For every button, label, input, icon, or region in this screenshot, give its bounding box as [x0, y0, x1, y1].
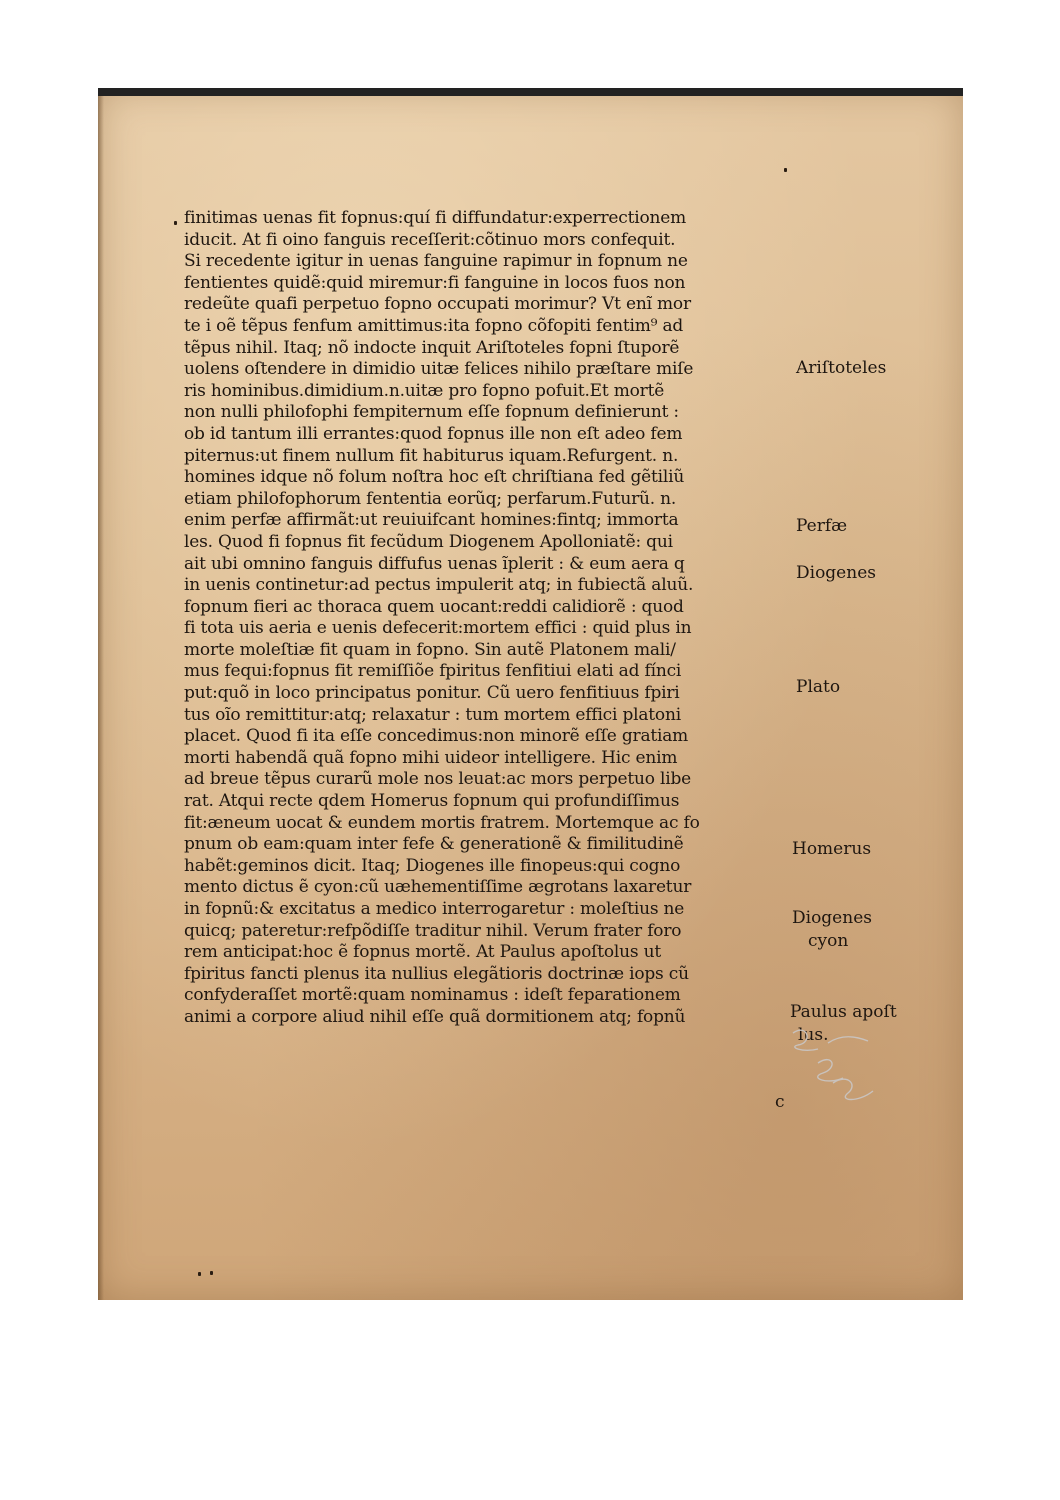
text-line: put:quõ in loco principatus ponitur. Cũ uero fenfitiuus fpiri [184, 683, 680, 704]
text-line: tus oĩo remittitur:atq; relaxatur : tum mortem effici platoni [184, 704, 681, 725]
margin-note-diogenes-cyon: Diogenes [792, 908, 872, 928]
text-line: ob id tantum illi errantes:quod fopnus ille non eſt adeo fem [184, 423, 683, 444]
text-line: in uenis continetur:ad pectus impulerit atq; in fubiectã aluũ. [184, 575, 694, 596]
text-line: redeũte quafi perpetuo fopno occupati morimur? Vt enĩ mor [184, 294, 691, 315]
margin-note-persae: Perfæ [796, 516, 848, 536]
text-line: fit:æneum uocat & eundem mortis fratrem. Mortemque ac fo [184, 812, 700, 833]
text-line: piternus:ut finem nullum fit habiturus iquam.Refurgent. n. [184, 445, 679, 466]
text-line: homines idque nõ folum noſtra hoc eſt chriſtiana fed gẽtiliũ [184, 467, 685, 488]
text-line: morte moleſtiæ fit quam in fopno. Sin autẽ Platonem mali/ [184, 639, 676, 660]
ink-speck [174, 221, 177, 225]
margin-note-homerus: Homerus [792, 839, 872, 859]
scan-left-edge [98, 96, 104, 1300]
margin-note-aristoteles: Ariſtoteles [796, 358, 887, 378]
text-line: fi tota uis aeria e uenis defecerit:mortem effici : quid plus in [184, 618, 692, 639]
ink-speck [210, 1271, 213, 1275]
text-line: uolens oſtendere in dimidio uitæ felices nihilo præſtare miſe [184, 359, 694, 380]
text-line: ad breue tẽpus curarũ mole nos leuat:ac mors perpetuo libe [184, 769, 691, 790]
text-line: ait ubi omnino fanguis diffufus uenas ĩplerit : & eum aera q [184, 553, 685, 574]
text-line: rem anticipat:hoc ẽ fopnus mortẽ. At Paulus apoſtolus ut [184, 942, 661, 963]
margin-note-diogenes: Diogenes [796, 563, 876, 583]
text-line: fpiritus fancti plenus ita nullius elegãtioris doctrinæ iops cũ [184, 963, 689, 984]
text-line: pnum ob eam:quam inter fefe & generationẽ & fimilitudinẽ [184, 834, 684, 855]
text-line: fentientes quidẽ:quid miremur:fi fanguine in locos fuos non [184, 272, 686, 293]
text-line: morti habendã quã fopno mihi uideor intelligere. Hic enim [184, 747, 678, 768]
text-line: finitimas uenas fit fopnus:quí fi diffundatur:experrectionem [184, 208, 687, 228]
text-line: habẽt:geminos dicit. Itaq; Diogenes ille finopeus:qui cogno [184, 855, 681, 876]
margin-note-paulus: lus. [798, 1025, 829, 1045]
text-line: mento dictus ẽ cyon:cũ uæhementiſſime ægrotans laxaretur [184, 877, 692, 898]
text-line: te i oẽ tẽpus fenfum amittimus:ita fopno cõfopiti fentim⁹ ad [184, 315, 684, 336]
margin-note-diogenes-cyon: cyon [808, 931, 849, 951]
pen-scribble [788, 1023, 888, 1113]
text-line: non nulli philofophi fempiternum eſſe fopnum definierunt : [184, 402, 679, 423]
text-line: ris hominibus.dimidium.n.uitæ pro fopno pofuit.Et mortẽ [184, 380, 665, 401]
text-line: confyderaſſet mortẽ:quam nominamus : ideſt feparationem [184, 985, 681, 1006]
text-line: fopnum fieri ac thoraca quem uocant:reddi calidiorẽ : quod [184, 596, 684, 617]
text-line: quicq; pateretur:refpõdiſſe traditur nihil. Verum frater foro [184, 920, 682, 941]
text-line: tẽpus nihil. Itaq; nõ indocte inquit Ariſtoteles fopni ſtuporẽ [184, 337, 680, 358]
text-line: animi a corpore aliud nihil eſſe quã dormitionem atq; fopnũ [184, 1006, 686, 1027]
body-text [184, 208, 784, 1029]
text-line: mus fequi:fopnus fit remiſſiõe fpiritus fenfitiui elati ad fínci [184, 661, 682, 682]
signature-mark: c [775, 1092, 785, 1112]
margin-note-paulus: Paulus apoſt [790, 1002, 897, 1022]
scan-top-border [98, 88, 963, 96]
text-line: etiam philofophorum fententia eorũq; perfarum.Futurũ. n. [184, 488, 677, 509]
ink-speck [198, 1272, 201, 1276]
text-line: enim perfæ affirmãt:ut reuiuifcant homines:fintq; immorta [184, 510, 679, 531]
scanned-page [98, 88, 963, 1300]
ink-speck [784, 168, 787, 172]
text-line: placet. Quod fi ita eſſe concedimus:non minorẽ eſſe gratiam [184, 726, 689, 747]
text-line: les. Quod fi fopnus fit fecũdum Diogenem Apolloniatẽ: qui [184, 531, 673, 552]
text-line: rat. Atqui recte qdem Homerus fopnum qui profundiſſimus [184, 791, 680, 812]
text-line: in fopnũ:& excitatus a medico interrogaretur : moleſtius ne [184, 899, 685, 919]
text-line: Si recedente igitur in uenas fanguine rapimur in fopnum ne [184, 251, 688, 272]
text-line: iducit. At fi oino fanguis receſſerit:cõtinuo mors confequit. [184, 229, 676, 250]
margin-note-plato: Plato [796, 677, 841, 697]
